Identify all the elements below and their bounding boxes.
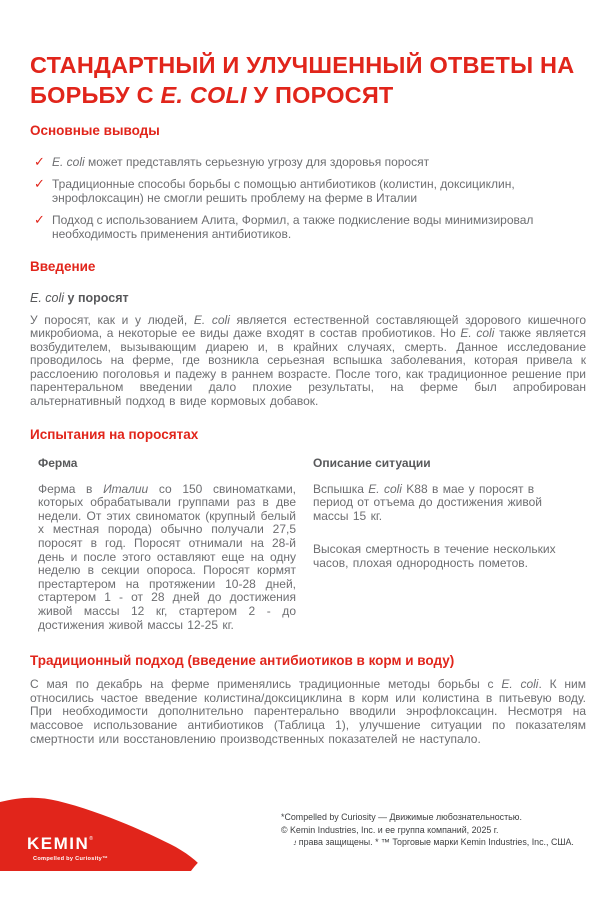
registered-mark-icon: ® — [89, 836, 93, 842]
list-item — [30, 213, 586, 242]
list-item — [30, 155, 586, 170]
list-item — [30, 177, 586, 206]
bullet-text: Традиционные способы борьбы с помощью антибиотиков (колистин, доксициклин, энрофлоксацин) не смогли решить проблему на ферме в Италии — [52, 176, 515, 205]
check-icon: ✓ — [34, 154, 45, 169]
footnote-line: *Compelled by Curiosity — Движимые любознательностью. — [281, 812, 522, 822]
section-heading-key-findings: Основные выводы — [30, 123, 160, 138]
section-heading-traditional: Традиционный подход (введение антибиотиков в корм и воду) — [30, 653, 455, 669]
bullet-text: E. coli может представлять серьезную угрозу для здоровья поросят — [52, 155, 430, 169]
check-icon: ✓ — [34, 211, 45, 227]
farm-column — [38, 456, 296, 633]
kemin-logo-tagline: Compelled by Curiosity™ — [33, 856, 108, 862]
situation-column-header: Описание ситуации — [313, 455, 431, 470]
key-findings-list — [30, 155, 586, 242]
page-title — [30, 50, 586, 110]
section-heading-introduction: Введение — [30, 258, 96, 274]
traditional-paragraph: С мая по декабрь на ферме применялись традиционные методы борьбы с E. coli. К ним относились частое введение колистина/доксициклина в корм или колистина в питьевую воду. При необходимости дополнительно парентерально вводили энрофлоксацин. Несмотря на массовое использование антибиотиков (Таблица 1), улучшение ситуации по показателям смертности или восстановлению производственных показателей не наступало. — [30, 677, 586, 746]
situation-column — [313, 456, 558, 633]
kemin-logo-text: KEMIN — [27, 834, 90, 853]
kemin-swoosh-icon — [71, 829, 371, 909]
section-heading-trials: Испытания на поросятах — [30, 426, 199, 442]
kemin-logo-row — [27, 835, 117, 854]
kemin-brand-ribbon — [0, 791, 300, 871]
farm-column-header: Ферма — [38, 455, 78, 470]
trials-columns — [30, 456, 586, 633]
footnote-line: Все права защищены. * ™ Торговые марки Kemin Industries, Inc., США. — [281, 837, 574, 847]
bullet-text: Подход с использованием Алита, Формил, а также подкисление воды минимизировал необходимость применения антибиотиков. — [52, 212, 534, 241]
footnote-line: © Kemin Industries, Inc. и ее группа компаний, 2025 г. — [281, 824, 499, 835]
check-icon: ✓ — [34, 175, 45, 191]
kemin-logo — [27, 835, 117, 862]
farm-paragraph: Ферма в Италии со 150 свиноматками, которых обрабатывали группами раз в две недели. От этих свиноматок (крупный белый х местная порода) обычно получали 27,5 поросят в год. Поросят отнимали на 28-й день и после этого оставляют еще на одну неделю в секции опороса. Поросят кормят престартером на протяжении 10-28 дней, стартером 1 - от 28 дней до достижения живой массы 12 кг, стартером 2 - до достижения живой массы 12-25 кг. — [38, 481, 297, 632]
situation-paragraph-1: Вспышка E. coli K88 в мае у поросят в период от отъема до достижения живой массы 15 кг. — [313, 481, 542, 523]
introduction-paragraph: У поросят, как и у людей, E. coli является естественной составляющей здорового кишечного микробиома, а некоторые ее виды даже входят в состав пробиотиков. Но E. coli также является возбудителем, вызывающим диарею и, в крайних случаях, смерть. Данное исследование проводилось на ферме, где возникла серьезная вспышка заболевания, которая привела к расслоению поголовья и падежу в раннем возрасте. После того, как традиционное решение при парентеральном введении дало плохие результаты, на ферме был апробирован альтернативный подход в виде кормовых добавок. — [30, 312, 586, 409]
situation-paragraph-2: Высокая смертность в течение нескольких часов, плохая однородность пометов. — [313, 542, 556, 571]
page-title-line-2: БОРЬБУ С E. COLI У ПОРОСЯТ — [30, 82, 394, 108]
page-title-line-1: СТАНДАРТНЫЙ И УЛУЧШЕННЫЙ ОТВЕТЫ НА — [30, 52, 575, 78]
subsection-heading-ecoli-piglets: E. coli у поросят — [30, 290, 129, 305]
